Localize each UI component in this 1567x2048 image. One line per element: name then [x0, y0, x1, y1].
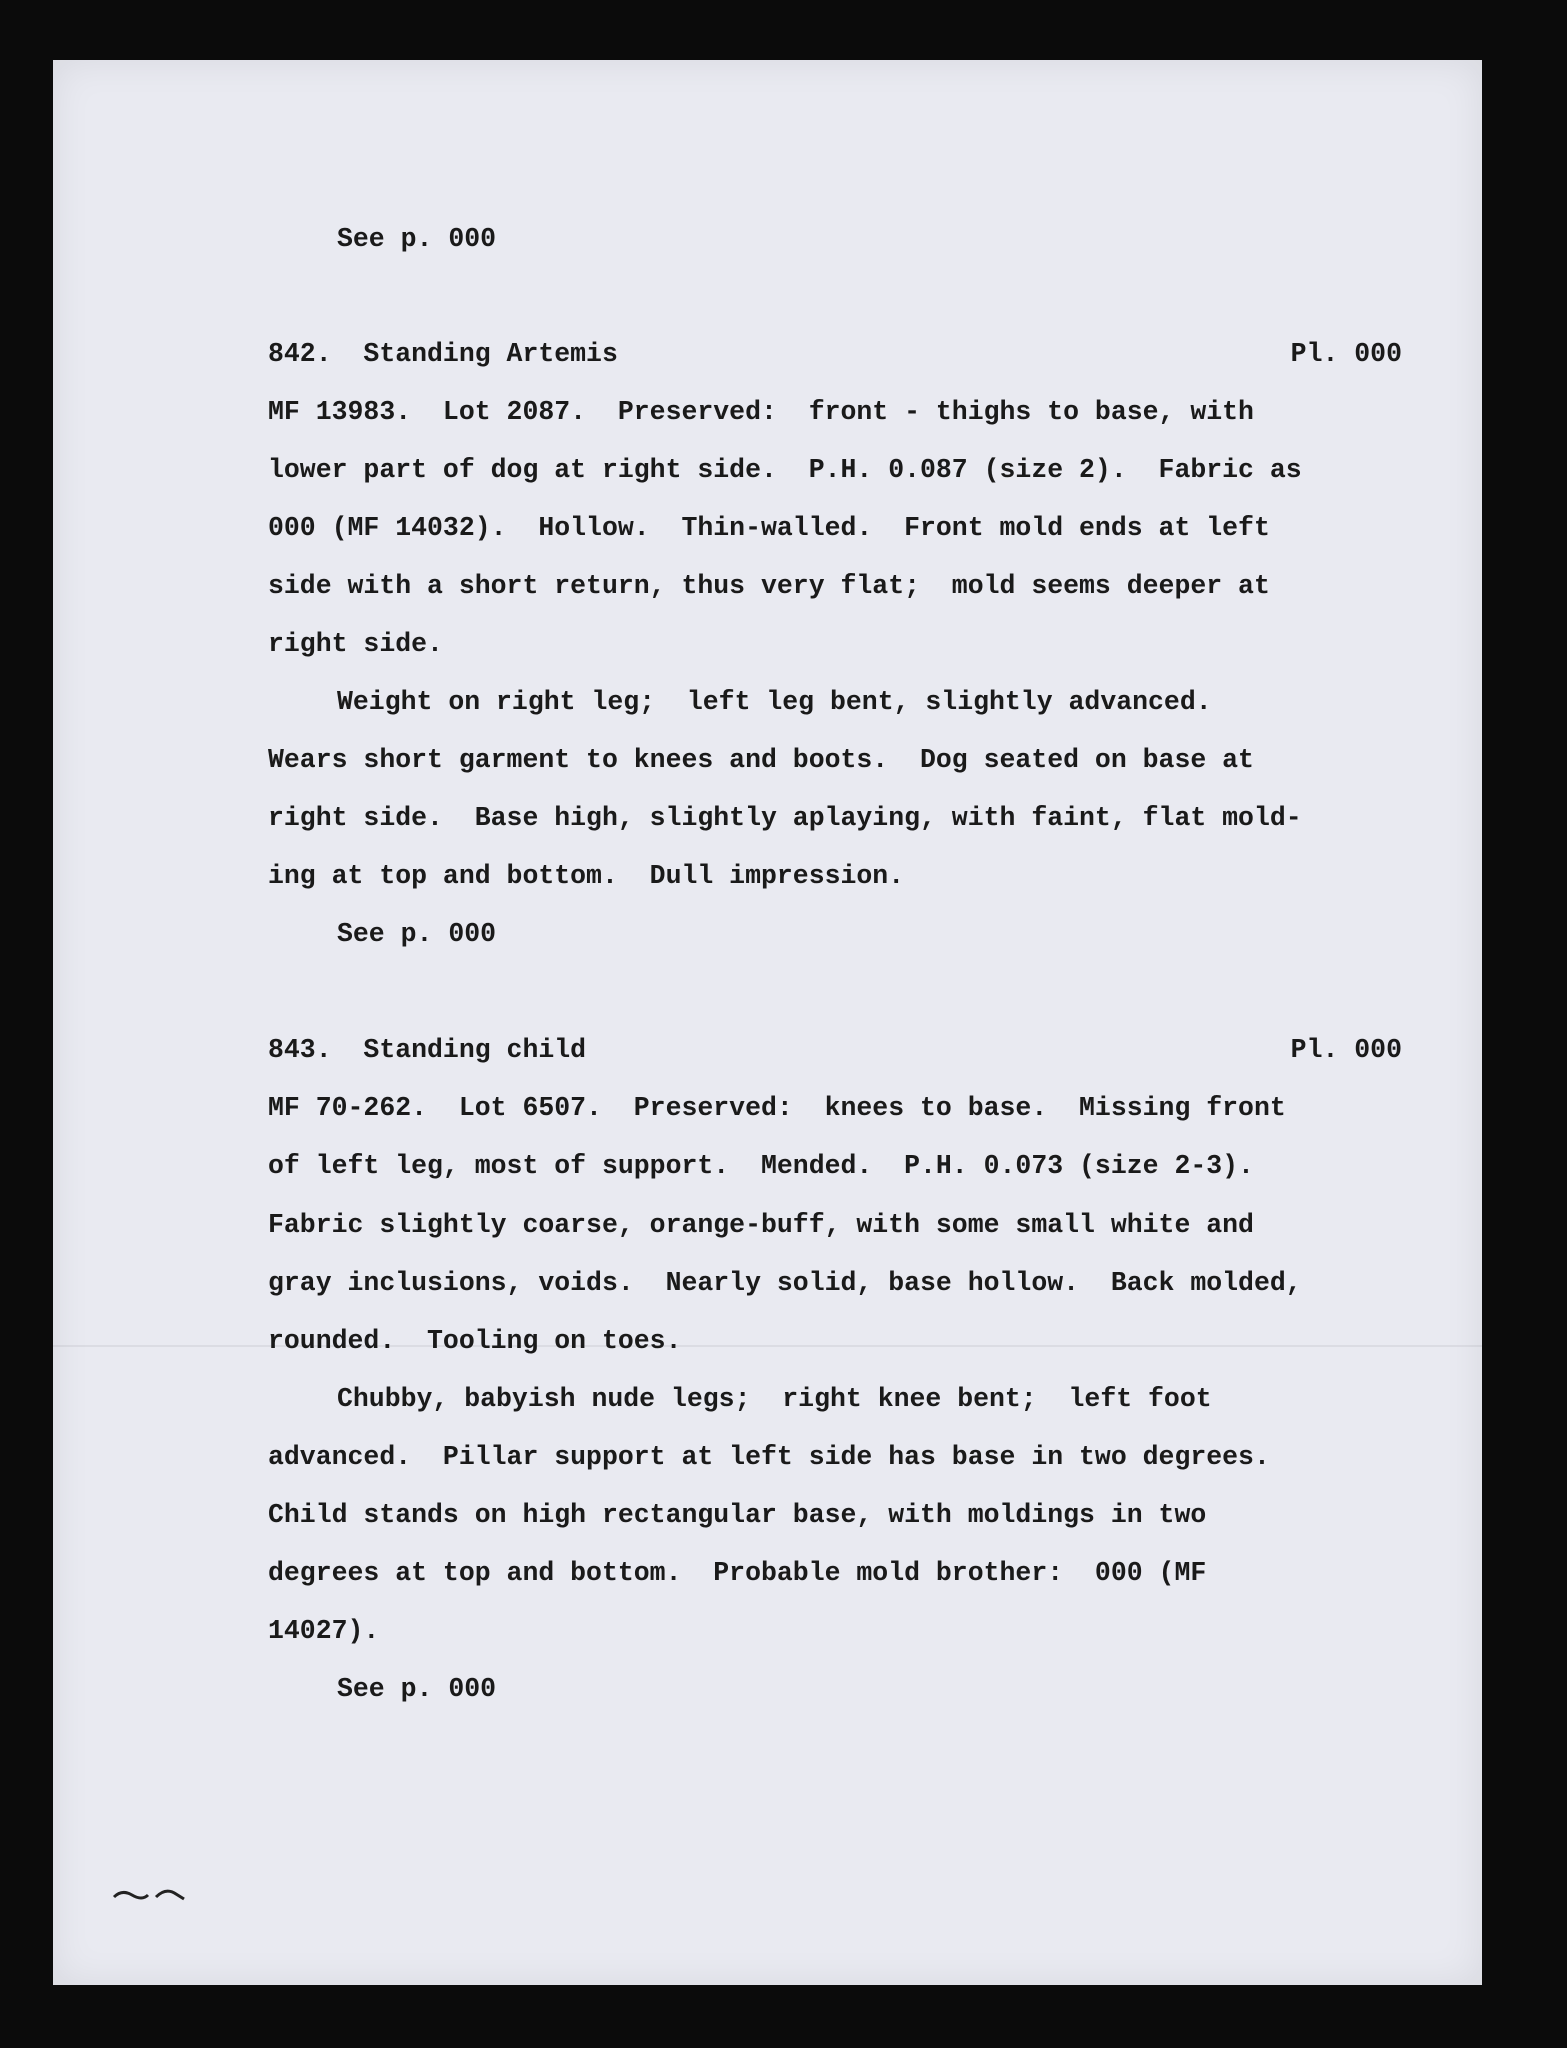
entry-842-line-1: MF 13983. Lot 2087. Preserved: front - thighs to base, with — [268, 397, 1254, 427]
entry-843-para2-line-4: 14027). — [268, 1616, 380, 1646]
entry-842-line-4: side with a short return, thus very flat; mold seems deeper at — [268, 571, 1270, 601]
entry-843-para2-line-1: advanced. Pillar support at left side has base in two degrees. — [268, 1442, 1270, 1472]
entry-843-line-3: Fabric slightly coarse, orange-buff, with some small white and — [268, 1210, 1254, 1240]
entry-842-see-reference: See p. 000 — [337, 919, 497, 949]
entry-843-see-reference: See p. 000 — [337, 1674, 497, 1704]
entry-842-plate: Pl. 000 — [1290, 339, 1402, 369]
entry-843-line-5: rounded. Tooling on toes. — [268, 1326, 682, 1356]
entry-843-line-4: gray inclusions, voids. Nearly solid, base hollow. Back molded, — [268, 1268, 1302, 1298]
entry-843-plate: Pl. 000 — [1290, 1035, 1402, 1065]
pencil-mark-icon — [112, 1885, 192, 1905]
entry-843-heading: 843. Standing child — [268, 1035, 587, 1065]
entry-842-para2-line-2: right side. Base high, slightly aplaying, with faint, flat mold- — [268, 803, 1302, 833]
entry-843-para2-line-2: Child stands on high rectangular base, with moldings in two — [268, 1500, 1207, 1530]
entry-842-line-5: right side. — [268, 629, 443, 659]
entry-842-para2-line-1: Wears short garment to knees and boots. Dog seated on base at — [268, 745, 1254, 775]
entry-843-para2-first: Chubby, babyish nude legs; right knee bent; left foot — [337, 1384, 1212, 1414]
entry-842-para2-first: Weight on right leg; left leg bent, slightly advanced. — [337, 687, 1212, 717]
entry-843-line-1: MF 70-262. Lot 6507. Preserved: knees to base. Missing front — [268, 1093, 1286, 1123]
see-reference-top: See p. 000 — [337, 224, 497, 254]
entry-842-heading: 842. Standing Artemis — [268, 339, 618, 369]
entry-842-para2-line-3: ing at top and bottom. Dull impression. — [268, 861, 905, 891]
entry-843-line-2: of left leg, most of support. Mended. P.H. 0.073 (size 2-3). — [268, 1151, 1254, 1181]
entry-843-para2-line-3: degrees at top and bottom. Probable mold brother: 000 (MF — [268, 1558, 1207, 1588]
entry-842-line-2: lower part of dog at right side. P.H. 0.087 (size 2). Fabric as — [268, 455, 1302, 485]
entry-842-line-3: 000 (MF 14032). Hollow. Thin-walled. Front mold ends at left — [268, 513, 1270, 543]
